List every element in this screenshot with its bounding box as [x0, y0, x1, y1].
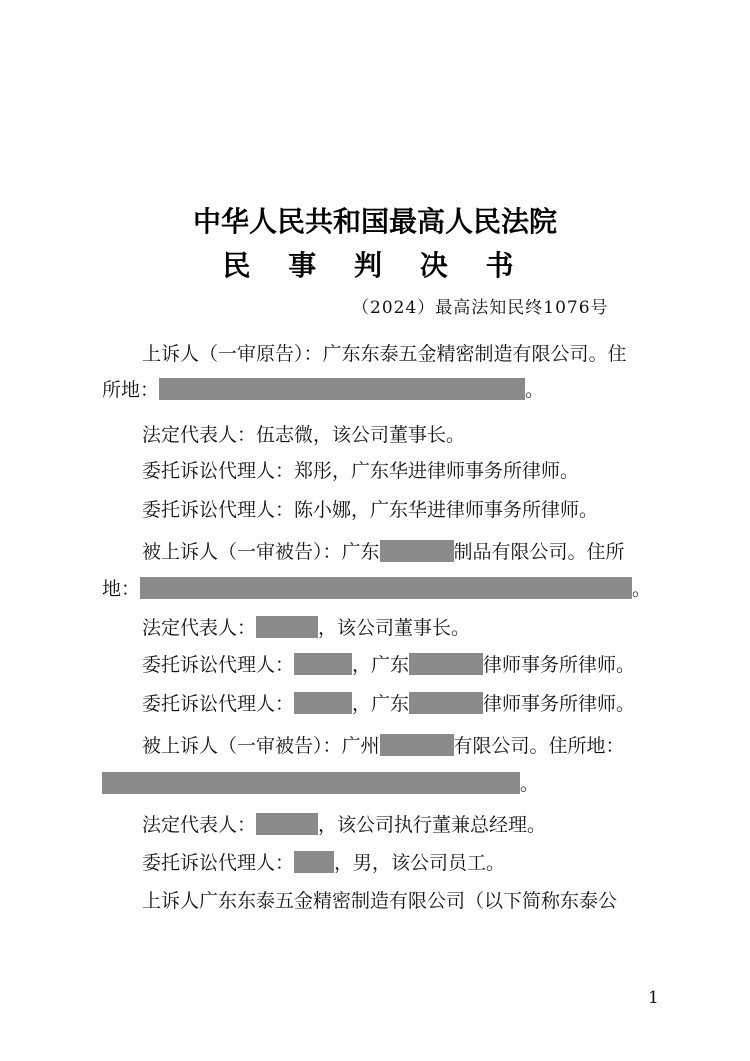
redaction-block	[380, 540, 454, 562]
page-number: 1	[648, 988, 659, 1008]
appellee-1-address-line: 地： 。	[102, 578, 652, 600]
appellant-agent-1: 委托诉讼代理人：郑彤，广东华进律师事务所律师。	[142, 460, 580, 482]
case-number: （2024）最高法知民终1076号	[352, 298, 609, 318]
appellee-2-legal-rep: 法定代表人： ，该公司执行董兼总经理。	[142, 814, 547, 836]
appellant-legal-rep: 法定代表人：伍志微，该公司董事长。	[142, 424, 466, 446]
redaction-block	[380, 734, 454, 756]
redaction-block	[294, 851, 334, 873]
appellee-1-agent-1: 委托诉讼代理人： ，广东 律师事务所律师。	[142, 654, 636, 676]
body-paragraph: 上诉人广东东泰五金精密制造有限公司（以下简称东泰公	[142, 890, 618, 912]
redaction-block	[256, 616, 318, 638]
redaction-block	[102, 772, 520, 794]
appellee-2-agent: 委托诉讼代理人： ，男，该公司员工。	[142, 852, 506, 874]
redaction-block	[294, 692, 352, 714]
redaction-block	[140, 577, 632, 599]
appellee-1-legal-rep: 法定代表人： ，该公司董事长。	[142, 617, 471, 639]
appellee-1-line: 被上诉人（一审被告）：广东 制品有限公司。住所	[142, 541, 625, 563]
appellee-2-address-line: 。	[102, 772, 539, 796]
redaction-block	[409, 653, 483, 675]
appellant-agent-2: 委托诉讼代理人：陈小娜，广东华进律师事务所律师。	[142, 499, 599, 521]
appellant-address-line: 所地： 。	[102, 379, 545, 401]
redaction-block	[294, 653, 352, 675]
appellee-2-line: 被上诉人（一审被告）：广州 有限公司。住所地：	[142, 735, 625, 757]
appellee-1-agent-2: 委托诉讼代理人： ，广东 律师事务所律师。	[142, 693, 636, 715]
redaction-block	[256, 813, 318, 835]
redaction-block	[159, 378, 525, 400]
court-title: 中华人民共和国最高人民法院	[192, 205, 557, 238]
appellant-line: 上诉人（一审原告）：广东东泰五金精密制造有限公司。住	[142, 343, 627, 365]
document-type-title: 民 事 判 决 书	[222, 249, 528, 282]
redaction-block	[409, 692, 483, 714]
